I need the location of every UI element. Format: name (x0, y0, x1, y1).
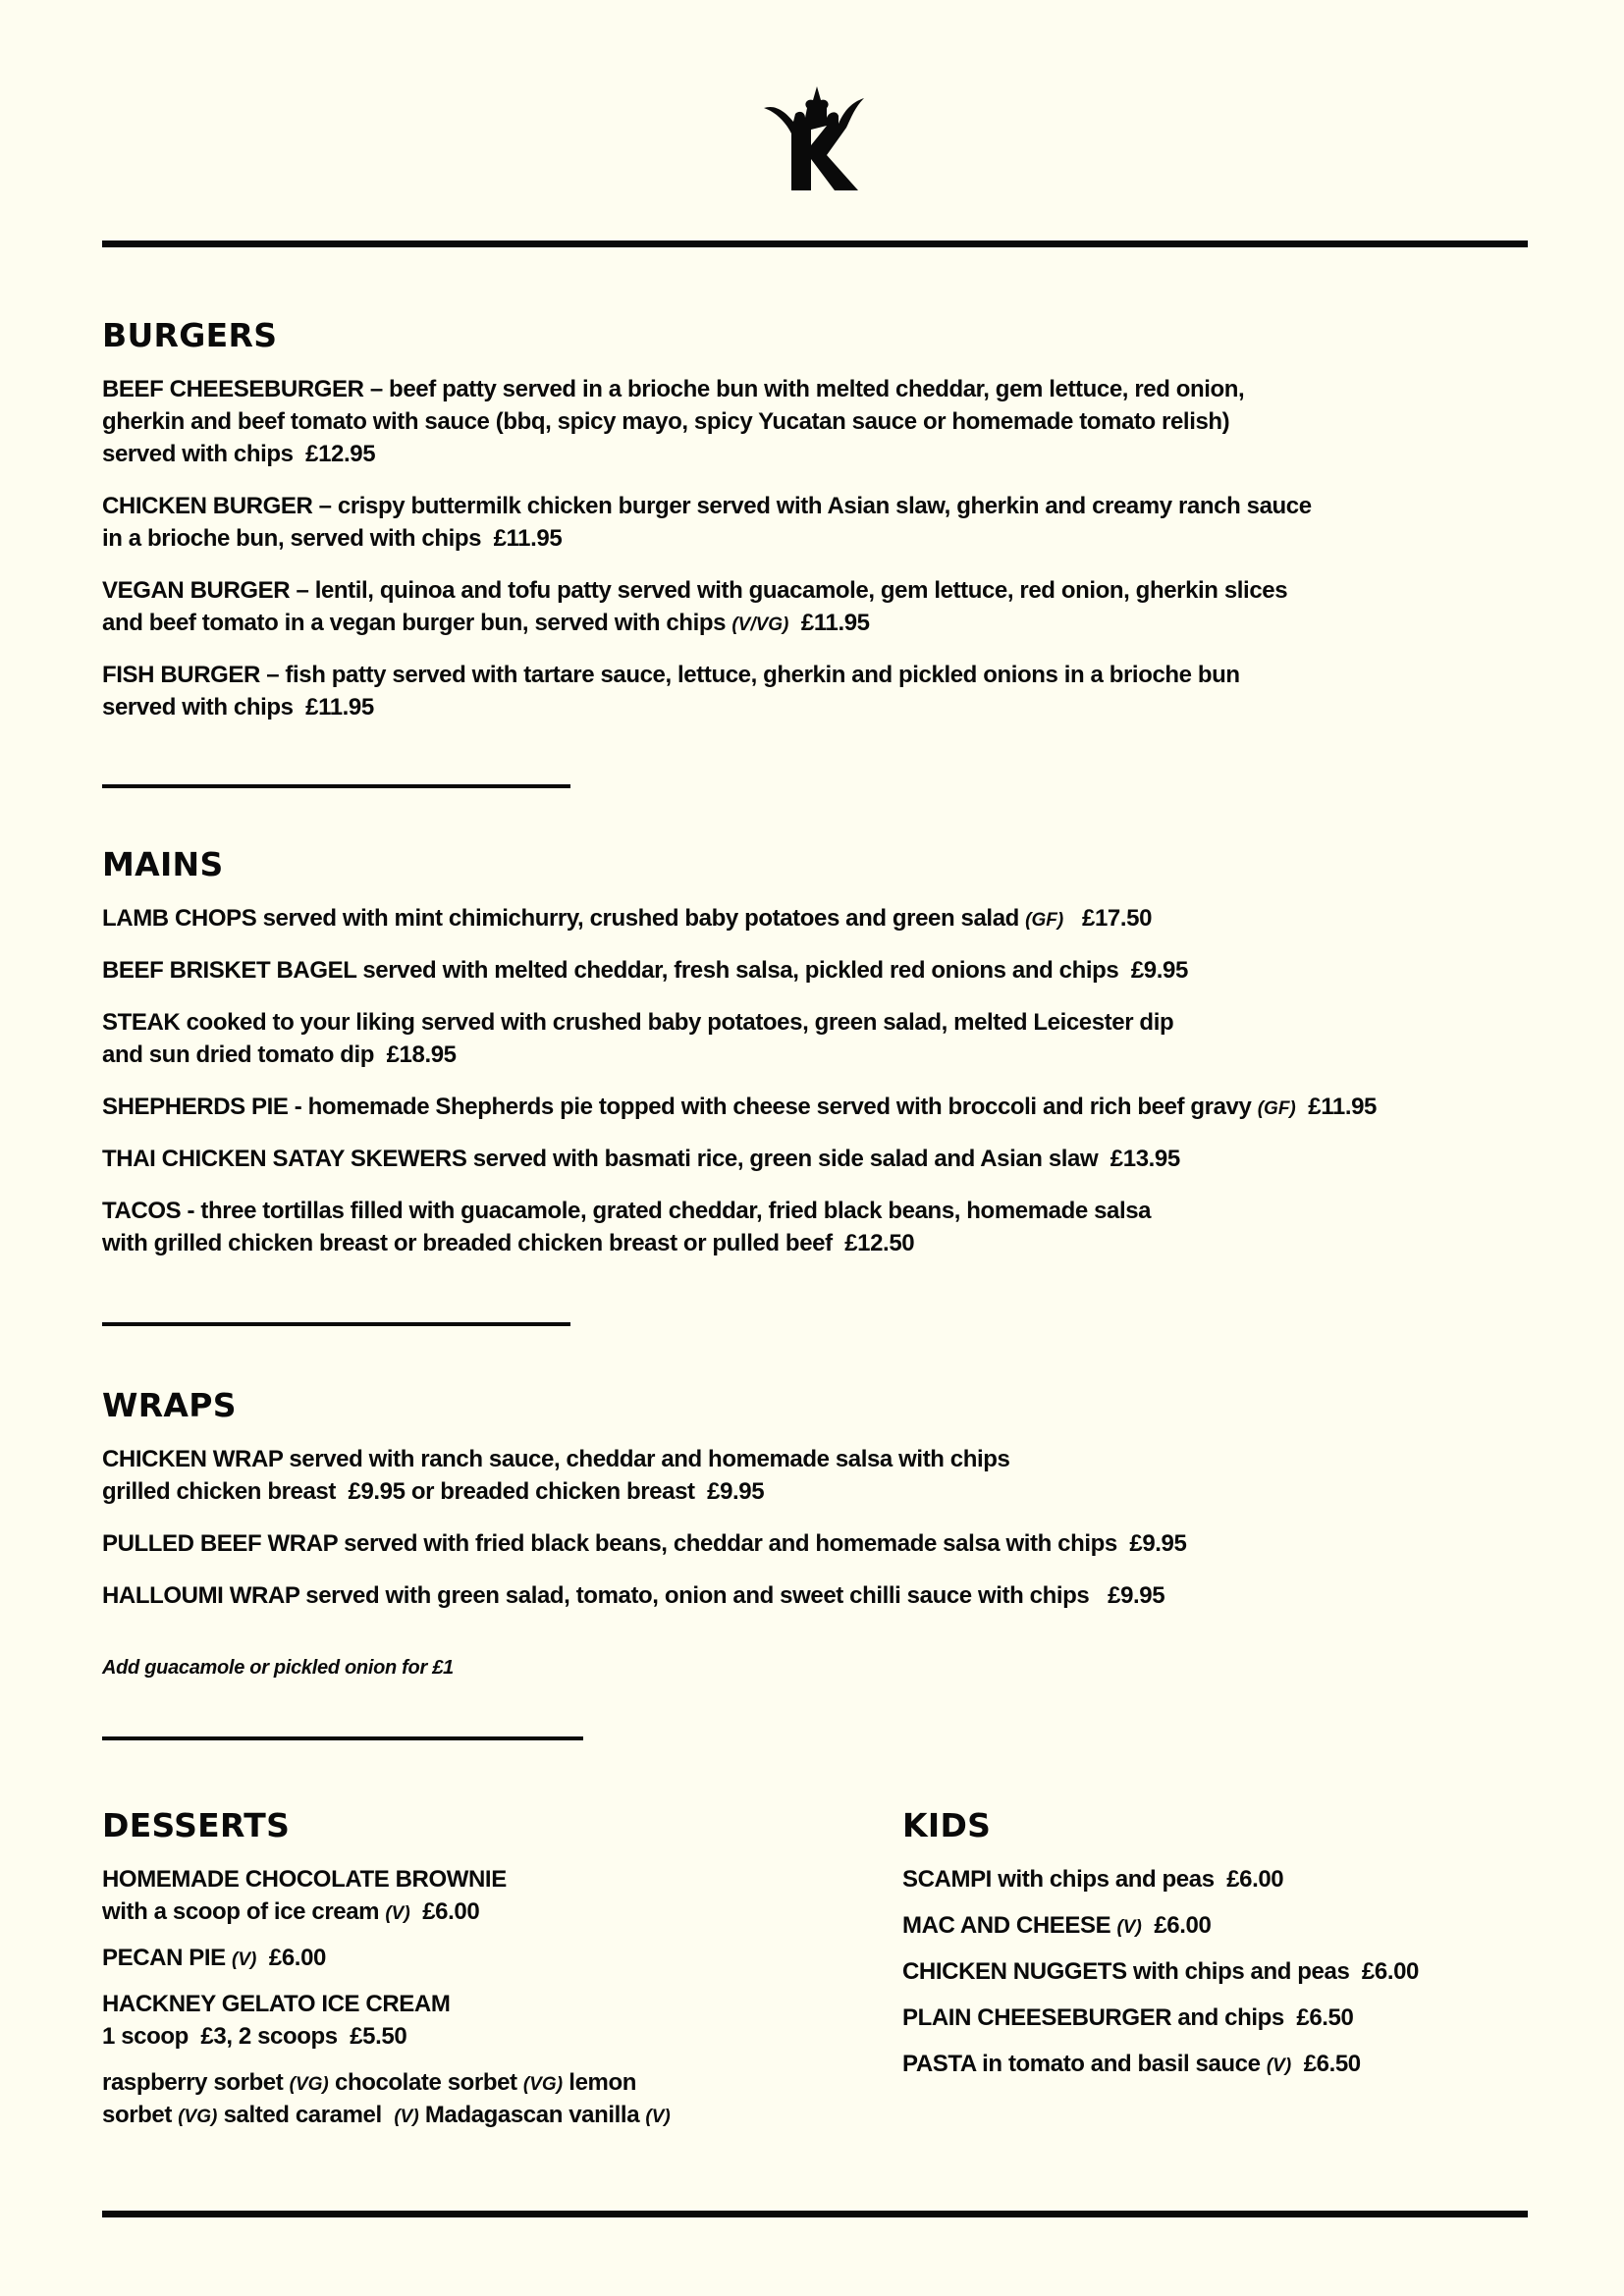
menu-item-line (102, 659, 1312, 691)
menu-item-line (102, 1195, 1377, 1227)
menu-text: CHICKEN NUGGETS with chips and peas £6.00 (902, 1958, 1419, 1985)
menu-item-line (102, 490, 1312, 522)
menu-text: grilled chicken breast £9.95 or breaded chicken breast £9.95 (102, 1478, 765, 1505)
menu-item (102, 1006, 1377, 1071)
dietary-tag: (V) (394, 2107, 419, 2127)
menu-text: £6.00 (256, 1945, 326, 1971)
dietary-tag: (V/VG) (731, 614, 789, 635)
menu-item-line (102, 1863, 671, 1896)
menu-item-line (102, 2020, 671, 2053)
desserts-heading: DESSERTS (102, 1806, 291, 1844)
menu-text: salted caramel (217, 2102, 395, 2128)
menu-item-line (102, 1091, 1377, 1123)
menu-text: with grilled chicken breast or breaded chicken breast or pulled beef £12.50 (102, 1230, 915, 1256)
burgers-section (102, 316, 1312, 743)
menu-text: raspberry sorbet (102, 2069, 290, 2096)
top-divider (102, 240, 1528, 247)
menu-text: CHICKEN WRAP served with ranch sauce, cheddar and homemade salsa with chips (102, 1446, 1010, 1472)
menu-text: lemon (563, 2069, 636, 2096)
menu-item-line (902, 2048, 1419, 2080)
menu-text: Madagascan vanilla (418, 2102, 646, 2128)
menu-item (902, 1955, 1419, 1988)
menu-text: served with chips £11.95 (102, 694, 374, 721)
kids-section (902, 1806, 1419, 2094)
mains-section (102, 845, 1377, 1279)
burgers-heading: BURGERS (102, 316, 278, 354)
menu-item-line (102, 1527, 1186, 1560)
menu-item-line (102, 1039, 1377, 1071)
menu-text: and sun dried tomato dip £18.95 (102, 1041, 457, 1068)
menu-text: SCAMPI with chips and peas £6.00 (902, 1866, 1284, 1893)
menu-item (102, 1579, 1186, 1612)
dietary-tag: (VG) (522, 2074, 564, 2095)
menu-item-line (102, 607, 1312, 639)
menu-item (102, 902, 1377, 934)
menu-item (102, 1942, 671, 1974)
crown-k-logo-icon (756, 79, 874, 196)
menu-text: PLAIN CHEESEBURGER and chips £6.50 (902, 2004, 1354, 2031)
menu-text: £11.95 (1295, 1094, 1377, 1120)
menu-text: gherkin and beef tomato with sauce (bbq, spicy mayo, spicy Yucatan sauce or homemade tomato relish) (102, 408, 1230, 435)
menu-text: MAC AND CHEESE (902, 1912, 1117, 1939)
menu-item-line (102, 2099, 671, 2131)
menu-text: PECAN PIE (102, 1945, 233, 1971)
menu-item (902, 1909, 1419, 1942)
menu-text: SHEPHERDS PIE - homemade Shepherds pie topped with cheese served with broccoli and rich beef gravy (102, 1094, 1258, 1120)
menu-item-line (102, 1006, 1377, 1039)
menu-item (102, 659, 1312, 723)
menu-item-line (902, 2002, 1419, 2034)
dietary-tag: (VG) (289, 2074, 329, 2095)
dietary-tag: (V) (232, 1949, 257, 1970)
desserts-section (102, 1806, 671, 2145)
menu-text: FISH BURGER – fish patty served with tartare sauce, lettuce, gherkin and pickled onions in a brioche bun (102, 662, 1240, 688)
menu-item-line (902, 1909, 1419, 1942)
menu-item (902, 2002, 1419, 2034)
menu-item-line (102, 373, 1312, 405)
menu-text: £6.50 (1291, 2051, 1361, 2077)
menu-text: with a scoop of ice cream (102, 1898, 386, 1925)
menu-item (902, 2048, 1419, 2080)
menu-item-line (102, 691, 1312, 723)
menu-text: served with chips £12.95 (102, 441, 376, 467)
menu-text: £11.95 (788, 610, 870, 636)
menu-text: in a brioche bun, served with chips £11.95 (102, 525, 563, 552)
menu-item-line (102, 438, 1312, 470)
mains-heading: MAINS (102, 845, 224, 883)
section-divider (102, 784, 570, 788)
menu-item (102, 490, 1312, 555)
bottom-divider (102, 2211, 1528, 2217)
kids-heading: KIDS (902, 1806, 992, 1844)
menu-text: £17.50 (1063, 905, 1153, 932)
menu-item-line (102, 574, 1312, 607)
menu-text: CHICKEN BURGER – crispy buttermilk chicken burger served with Asian slaw, gherkin and creamy ranch sauce (102, 493, 1312, 519)
menu-item (102, 1527, 1186, 1560)
menu-text: THAI CHICKEN SATAY SKEWERS served with basmati rice, green side salad and Asian slaw £13.95 (102, 1146, 1180, 1172)
menu-item (102, 1988, 671, 2053)
menu-text: and beef tomato in a vegan burger bun, served with chips (102, 610, 732, 636)
wraps-section (102, 1386, 1186, 1631)
menu-item (102, 1443, 1186, 1508)
section-divider (102, 1736, 583, 1740)
menu-item (102, 373, 1312, 470)
dietary-tag: (V) (1116, 1917, 1142, 1938)
menu-item-line (902, 1955, 1419, 1988)
dietary-tag: (GF) (1257, 1098, 1296, 1119)
menu-item-line (102, 1143, 1377, 1175)
menu-item-line (102, 902, 1377, 934)
menu-text: LAMB CHOPS served with mint chimichurry, crushed baby potatoes and green salad (102, 905, 1026, 932)
menu-text: HACKNEY GELATO ICE CREAM (102, 1991, 451, 2017)
menu-text: VEGAN BURGER – lentil, quinoa and tofu patty served with guacamole, gem lettuce, red onion, gherkin slices (102, 577, 1288, 604)
menu-item (102, 1091, 1377, 1123)
menu-item (102, 1863, 671, 1928)
menu-item-line (102, 522, 1312, 555)
menu-text: STEAK cooked to your liking served with crushed baby potatoes, green salad, melted Leicester dip (102, 1009, 1174, 1036)
menu-item-line (102, 405, 1312, 438)
menu-item-line (102, 1896, 671, 1928)
wraps-addon-note: Add guacamole or pickled onion for £1 (102, 1657, 454, 1679)
menu-item-line (102, 1443, 1186, 1475)
menu-item (102, 1143, 1377, 1175)
menu-text: HOMEMADE CHOCOLATE BROWNIE (102, 1866, 507, 1893)
menu-text: 1 scoop £3, 2 scoops £5.50 (102, 2023, 407, 2050)
menu-item-line (102, 1227, 1377, 1259)
dietary-tag: (V) (385, 1903, 410, 1924)
wraps-heading: WRAPS (102, 1386, 237, 1424)
dietary-tag: (VG) (178, 2107, 218, 2127)
menu-text: BEEF CHEESEBURGER – beef patty served in a brioche bun with melted cheddar, gem lettuce, red onion, (102, 376, 1245, 402)
menu-text: PASTA in tomato and basil sauce (902, 2051, 1267, 2077)
menu-item (902, 1863, 1419, 1896)
section-divider (102, 1322, 570, 1326)
dietary-tag: (V) (1266, 2056, 1292, 2076)
menu-item-line (102, 1988, 671, 2020)
menu-text: sorbet (102, 2102, 179, 2128)
menu-text: chocolate sorbet (328, 2069, 523, 2096)
menu-item-line (102, 1942, 671, 1974)
menu-text: BEEF BRISKET BAGEL served with melted cheddar, fresh salsa, pickled red onions and chips £9.95 (102, 957, 1188, 984)
menu-item-line (902, 1863, 1419, 1896)
menu-item (102, 2066, 671, 2131)
menu-text: £6.00 (1141, 1912, 1212, 1939)
dietary-tag: (V) (645, 2107, 671, 2127)
menu-item-line (102, 1475, 1186, 1508)
menu-text: £6.00 (409, 1898, 480, 1925)
menu-item-line (102, 954, 1377, 987)
menu-item (102, 954, 1377, 987)
menu-text: HALLOUMI WRAP served with green salad, tomato, onion and sweet chilli sauce with chips £9.95 (102, 1582, 1165, 1609)
menu-item (102, 574, 1312, 639)
dietary-tag: (GF) (1025, 910, 1064, 931)
menu-text: TACOS - three tortillas filled with guacamole, grated cheddar, fried black beans, homemade salsa (102, 1198, 1152, 1224)
menu-item (102, 1195, 1377, 1259)
menu-text: PULLED BEEF WRAP served with fried black beans, cheddar and homemade salsa with chips £9.95 (102, 1530, 1187, 1557)
menu-item-line (102, 2066, 671, 2099)
menu-item-line (102, 1579, 1186, 1612)
